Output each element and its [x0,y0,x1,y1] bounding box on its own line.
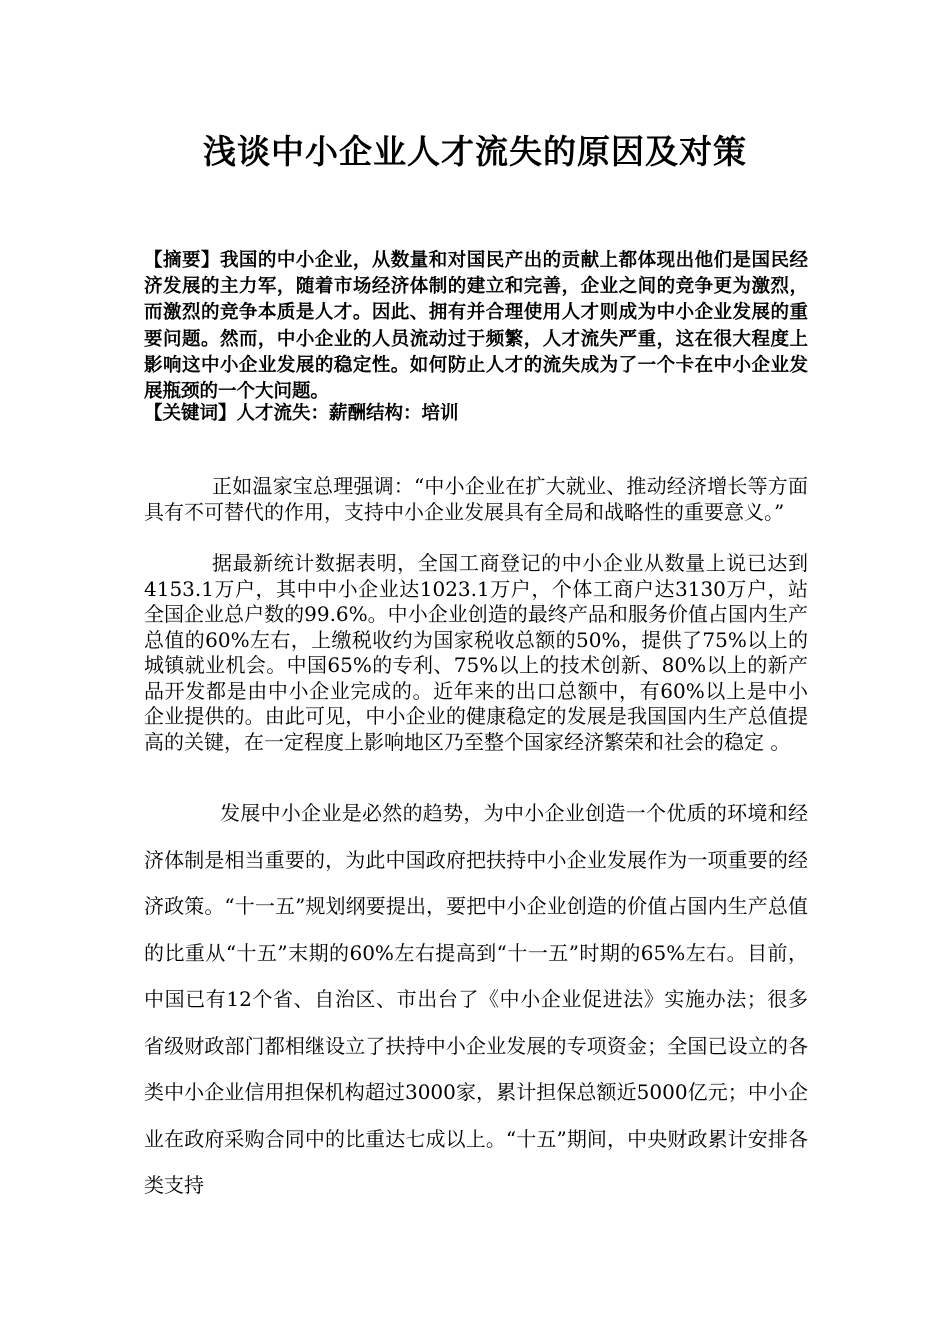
document-title: 浅谈中小企业人才流失的原因及对策 [203,132,747,171]
abstract-paragraph: 【摘要】我国的中小企业，从数量和对国民产出的贡献上都体现出他们是国民经济发展的主力军，随着市场经济体制的建立和完善，企业之间的竞争更为激烈，而激烈的竞争本质是人才。因此、拥有并合理使用人才则成为中小企业发展的重要问题。然而，中小企业的人员流动过于频繁，人才流失严重，这在很大程度上影响这中小企业发展的稳定性。如何防止人才的流失成为了一个卡在中小企业发展瓶颈的一个大问题。 [144,250,808,403]
body-paragraph-2: 据最新统计数据表明，全国工商登记的中小企业从数量上说已达到4153.1万户，其中中小企业达1023.1万户，个体工商户达3130万户，站全国企业总户数的99.6%。中小企业创造的最终产品和服务价值占国内生产总值的60%左右，上缴税收约为国家税收总额的50%，提供了75%以上的城镇就业机会。中国65%的专利、75%以上的技术创新、80%以上的新产品开发都是由中小企业完成的。近年来的出口总额中，有60%以上是中小企业提供的。由此可见，中小企业的健康稳定的发展是我国国内生产总值提高的关键，在一定程度上影响地区乃至整个国家经济繁荣和社会的稳定 。 [144,551,808,754]
keywords-line: 【关键词】人才流失：薪酬结构：培训 [144,403,459,424]
body-paragraph-3: 发展中小企业是必然的趋势，为中小企业创造一个优质的环境和经济体制是相当重要的，为此中国政府把扶持中小企业发展作为一项重要的经济政策。“十一五”规划纲要提出，要把中小企业创造的价值占国内生产总值的比重从“十五”末期的60%左右提高到“十一五”时期的65%左右。目前，中国已有12个省、自治区、市出台了《中小企业促进法》实施办法；很多省级财政部门都相继设立了扶持中小企业发展的专项资金；全国已设立的各类中小企业信用担保机构超过3000家，累计担保总额近5000亿元；中小企业在政府采购合同中的比重达七成以上。“十五”期间，中央财政累计安排各类支持 [144,801,808,1197]
body-paragraph-1: 正如温家宝总理强调：“中小企业在扩大就业、推动经济增长等方面具有不可替代的作用，支持中小企业发展具有全局和战略性的重要意义。” [144,474,808,524]
